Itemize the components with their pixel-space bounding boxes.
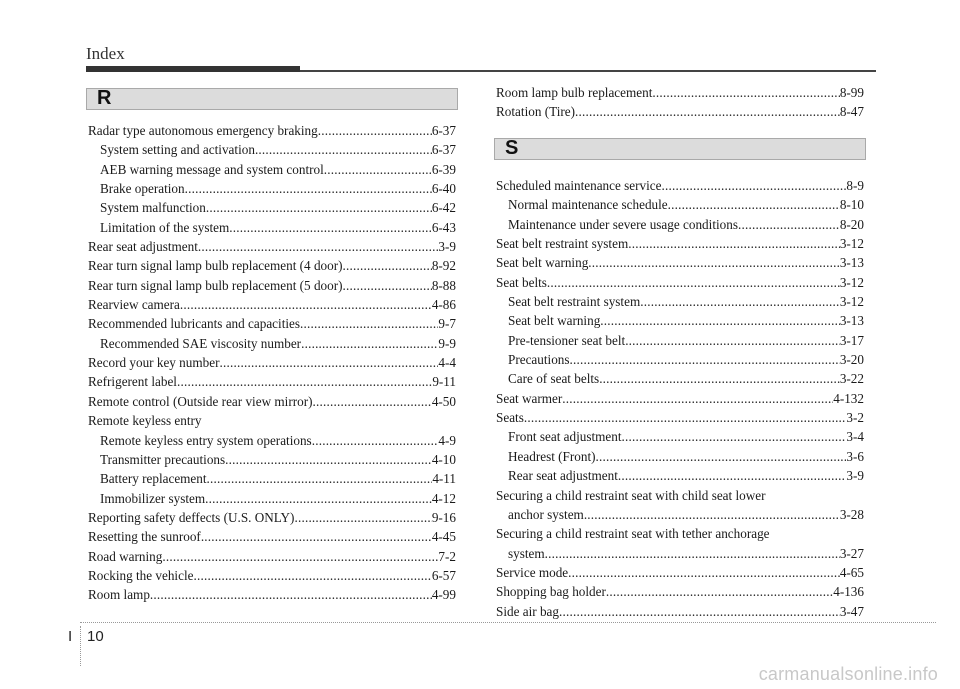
index-entry-leader bbox=[559, 602, 840, 621]
index-entry bbox=[496, 602, 864, 621]
index-entry-leader bbox=[193, 566, 431, 585]
index-entry-page: 6-57 bbox=[431, 567, 456, 583]
index-entry-leader bbox=[343, 276, 432, 295]
index-entry-text: System setting and activation bbox=[100, 142, 255, 158]
index-entry-page: 9-9 bbox=[438, 335, 456, 351]
index-entry-text: anchor system bbox=[508, 506, 584, 522]
index-entry-text: Front seat adjustment bbox=[508, 429, 622, 445]
index-entry-page: 3-12 bbox=[839, 294, 864, 310]
index-entry bbox=[496, 408, 864, 427]
index-entry-leader bbox=[343, 256, 432, 275]
index-entry-leader bbox=[207, 469, 433, 488]
index-entry-leader bbox=[596, 447, 847, 466]
index-entry-text: Remote keyless entry bbox=[88, 413, 202, 429]
index-entry-page: 8-9 bbox=[846, 178, 864, 193]
index-entry-page: 6-42 bbox=[431, 200, 456, 216]
index-entry-text: Recommended lubricants and capacities bbox=[88, 316, 301, 332]
index-entry-text: Securing a child restraint seat with child seat lower bbox=[496, 487, 766, 503]
index-entry-leader bbox=[255, 140, 432, 159]
index-entry bbox=[88, 585, 456, 604]
index-entry-page: 8-47 bbox=[839, 104, 864, 120]
index-entry-leader bbox=[628, 234, 840, 253]
index-entry-text: Side air bag bbox=[496, 603, 559, 619]
index-entry-leader bbox=[640, 292, 840, 311]
index-entry-text: Seat belt warning bbox=[496, 255, 589, 271]
index-entry bbox=[88, 431, 456, 450]
index-entry bbox=[88, 256, 456, 275]
index-entry bbox=[496, 524, 864, 543]
index-entry-leader bbox=[547, 273, 840, 292]
index-entry-text: Service mode bbox=[496, 564, 569, 580]
index-entry-leader bbox=[652, 83, 839, 102]
index-entry-page: 8-92 bbox=[431, 258, 456, 274]
index-entry bbox=[88, 179, 456, 198]
index-entry-leader bbox=[206, 198, 432, 217]
index-entry-text: Securing a child restraint seat with tether anchorage bbox=[496, 526, 770, 542]
index-entry-text: Limitation of the system bbox=[100, 219, 230, 235]
index-entry bbox=[496, 466, 864, 485]
index-entry-leader bbox=[301, 334, 438, 353]
index-entry-leader bbox=[584, 505, 840, 524]
index-entry bbox=[496, 234, 864, 253]
index-entry-text: Rear turn signal lamp bulb replacement (4 door) bbox=[88, 258, 343, 274]
section-header-s bbox=[494, 138, 866, 160]
index-entry-text: Pre-tensioner seat belt bbox=[508, 332, 626, 348]
index-entry-page: 4-136 bbox=[833, 584, 864, 600]
index-entry-text: Scheduled maintenance service bbox=[496, 178, 662, 193]
page-header-title: Index bbox=[86, 44, 125, 63]
footer-page-number: 10 bbox=[87, 628, 104, 645]
index-entry-text: Remote control (Outside rear view mirror) bbox=[88, 393, 313, 409]
index-entry-text: Battery replacement bbox=[100, 471, 207, 487]
footer-section-label: I bbox=[68, 628, 73, 645]
index-entry-text: Transmitter precautions bbox=[100, 451, 226, 467]
watermark-text: carmanualsonline.info bbox=[758, 664, 938, 684]
index-entry bbox=[496, 427, 864, 446]
index-list-r-continued bbox=[496, 83, 864, 122]
index-entry-text: system bbox=[508, 545, 545, 561]
index-entry bbox=[88, 392, 456, 411]
index-entry-leader bbox=[300, 314, 438, 333]
index-entry bbox=[88, 140, 456, 159]
index-entry-text: Resetting the sunroof bbox=[88, 529, 201, 545]
index-entry-text: Seat belts bbox=[496, 274, 547, 290]
index-entry bbox=[496, 273, 864, 292]
index-entry-page: 3-2 bbox=[846, 410, 864, 426]
index-entry-leader bbox=[618, 466, 847, 485]
index-entry-text: Rearview camera bbox=[88, 297, 180, 313]
index-entry-page: 4-45 bbox=[431, 529, 456, 545]
index-entry bbox=[496, 486, 864, 505]
index-entry-text: Seat belt warning bbox=[508, 313, 601, 329]
index-entry-text: Headrest (Front) bbox=[508, 448, 596, 464]
section-letter-r: R bbox=[97, 87, 112, 109]
index-entry-text: Rear seat adjustment bbox=[508, 468, 618, 484]
index-entry-page: 3-20 bbox=[839, 352, 864, 368]
index-entry-page: 4-99 bbox=[431, 587, 456, 603]
index-entry-page: 7-2 bbox=[438, 548, 456, 564]
index-entry-leader bbox=[600, 311, 840, 330]
index-entry-leader bbox=[318, 121, 432, 140]
index-entry-text: Seat belt restraint system bbox=[508, 294, 641, 310]
index-entry-leader bbox=[162, 547, 438, 566]
index-entry bbox=[88, 198, 456, 217]
index-entry-page: 6-40 bbox=[431, 181, 456, 197]
index-entry-page: 8-10 bbox=[839, 197, 864, 213]
index-entry-page: 4-132 bbox=[833, 390, 864, 406]
index-entry-text: Road warning bbox=[88, 548, 163, 564]
index-entry-leader bbox=[324, 160, 432, 179]
index-entry-page: 3-12 bbox=[839, 236, 864, 252]
index-entry-text: Seat belt restraint system bbox=[496, 236, 629, 252]
index-entry-page: 4-11 bbox=[432, 471, 456, 487]
index-entry-leader bbox=[205, 489, 432, 508]
index-entry bbox=[88, 508, 456, 527]
index-entry-page: 6-37 bbox=[431, 123, 456, 138]
index-entry-leader bbox=[229, 218, 432, 237]
index-entry-leader bbox=[545, 544, 840, 563]
index-entry-text: Precautions bbox=[508, 352, 570, 368]
index-entry-text: Recommended SAE viscosity number bbox=[100, 335, 302, 351]
index-entry bbox=[88, 469, 456, 488]
index-entry bbox=[496, 292, 864, 311]
index-entry-text: Rear turn signal lamp bulb replacement (5 door) bbox=[88, 277, 343, 293]
index-entry-text: AEB warning message and system control bbox=[100, 161, 324, 177]
index-entry bbox=[496, 369, 864, 388]
index-entry-text: Refrigerent label bbox=[88, 374, 177, 390]
footer-divider bbox=[80, 626, 81, 666]
index-entry-leader bbox=[668, 195, 840, 214]
index-entry-leader bbox=[180, 295, 432, 314]
index-entry-page: 3-13 bbox=[839, 255, 864, 271]
index-entry-text: Remote keyless entry system operations bbox=[100, 432, 312, 448]
index-entry-leader bbox=[150, 585, 432, 604]
index-entry bbox=[496, 447, 864, 466]
index-entry-leader bbox=[312, 431, 439, 450]
index-entry-page: 3-27 bbox=[839, 545, 864, 561]
index-entry-leader bbox=[599, 369, 840, 388]
index-entry-page: 6-37 bbox=[431, 142, 456, 158]
index-entry-text: Rocking the vehicle bbox=[88, 567, 194, 583]
index-entry-text: Rotation (Tire) bbox=[496, 104, 576, 120]
index-entry-page: 3-28 bbox=[839, 506, 864, 522]
index-entry-leader bbox=[575, 102, 840, 121]
index-entry bbox=[496, 311, 864, 330]
index-entry-page: 4-10 bbox=[431, 451, 456, 467]
index-entry-page: 4-65 bbox=[839, 564, 864, 580]
index-entry-text: Care of seat belts bbox=[508, 371, 600, 387]
index-entry-leader bbox=[606, 582, 833, 601]
index-entry bbox=[88, 334, 456, 353]
index-entry-text: Room lamp bulb replacement bbox=[496, 85, 653, 100]
index-entry-page: 8-20 bbox=[839, 216, 864, 232]
index-entry bbox=[88, 121, 456, 140]
index-entry-text: Maintenance under severe usage conditions bbox=[508, 216, 738, 232]
index-entry-text: Rear seat adjustment bbox=[88, 239, 198, 255]
index-entry-leader bbox=[524, 408, 847, 427]
index-entry bbox=[88, 411, 456, 430]
index-entry bbox=[88, 527, 456, 546]
index-entry-page: 3-9 bbox=[438, 239, 456, 255]
index-entry-page: 3-47 bbox=[839, 603, 864, 619]
index-entry-page: 3-4 bbox=[846, 429, 864, 445]
index-entry bbox=[496, 350, 864, 369]
index-entry bbox=[496, 389, 864, 408]
index-entry bbox=[88, 218, 456, 237]
index-entry-text: Normal maintenance schedule bbox=[508, 197, 668, 213]
index-entry-page: 3-22 bbox=[839, 371, 864, 387]
index-entry-leader bbox=[312, 392, 431, 411]
index-entry bbox=[496, 215, 864, 234]
footer-rule bbox=[80, 622, 936, 623]
index-entry bbox=[496, 176, 864, 195]
index-entry-page: 3-6 bbox=[846, 448, 864, 464]
index-entry bbox=[88, 314, 456, 333]
index-entry-page: 3-13 bbox=[839, 313, 864, 329]
index-entry-page: 3-17 bbox=[839, 332, 864, 348]
index-entry-page: 8-99 bbox=[839, 85, 864, 100]
index-entry-leader bbox=[177, 372, 432, 391]
index-entry-text: Record your key number bbox=[88, 355, 220, 371]
index-entry-text: Immobilizer system bbox=[100, 490, 206, 506]
index-entry bbox=[496, 195, 864, 214]
index-entry bbox=[496, 544, 864, 563]
index-entry-leader bbox=[588, 253, 840, 272]
index-entry-text: Reporting safety deffects (U.S. ONLY) bbox=[88, 509, 295, 525]
index-list-s bbox=[496, 176, 864, 621]
index-entry-leader bbox=[662, 176, 847, 195]
index-entry-leader bbox=[625, 331, 840, 350]
index-entry-page: 4-12 bbox=[431, 490, 456, 506]
index-entry-text: Shopping bag holder bbox=[496, 584, 606, 600]
index-entry-text: Seat warmer bbox=[496, 390, 563, 406]
index-list-r bbox=[88, 121, 456, 605]
index-entry-leader bbox=[225, 450, 432, 469]
section-letter-s: S bbox=[505, 137, 519, 159]
header-rule-accent bbox=[86, 66, 300, 72]
index-entry-leader bbox=[738, 215, 840, 234]
index-entry-page: 6-39 bbox=[431, 161, 456, 177]
index-entry-page: 4-50 bbox=[431, 393, 456, 409]
index-entry bbox=[88, 237, 456, 256]
index-entry-page: 4-9 bbox=[438, 432, 456, 448]
index-entry-page: 4-86 bbox=[431, 297, 456, 313]
index-entry bbox=[88, 547, 456, 566]
index-entry-leader bbox=[219, 353, 438, 372]
index-entry bbox=[496, 253, 864, 272]
index-entry-leader bbox=[198, 237, 439, 256]
index-entry bbox=[88, 372, 456, 391]
index-entry bbox=[88, 450, 456, 469]
index-entry-text: System malfunction bbox=[100, 200, 206, 216]
index-entry bbox=[496, 331, 864, 350]
index-entry-page: 3-9 bbox=[846, 468, 864, 484]
index-entry bbox=[88, 276, 456, 295]
section-header-r bbox=[86, 88, 458, 110]
index-entry-page: 4-4 bbox=[438, 355, 456, 371]
index-entry-page: 6-43 bbox=[431, 219, 456, 235]
index-entry bbox=[496, 563, 864, 582]
index-entry-page: 9-16 bbox=[431, 509, 456, 525]
index-entry bbox=[496, 102, 864, 121]
index-entry-leader bbox=[294, 508, 431, 527]
index-entry-text: Seats bbox=[496, 410, 524, 426]
index-entry-leader bbox=[570, 350, 840, 369]
index-entry-leader bbox=[185, 179, 432, 198]
index-entry-text: Brake operation bbox=[100, 181, 185, 197]
index-entry-text: Radar type autonomous emergency braking bbox=[88, 123, 318, 138]
index-entry-page: 3-12 bbox=[839, 274, 864, 290]
index-entry bbox=[88, 160, 456, 179]
index-entry-leader bbox=[568, 563, 840, 582]
index-entry-page: 9-11 bbox=[432, 374, 456, 390]
index-entry bbox=[496, 83, 864, 102]
index-entry-page: 9-7 bbox=[438, 316, 456, 332]
index-entry-page: 8-88 bbox=[431, 277, 456, 293]
index-entry-leader bbox=[562, 389, 833, 408]
index-entry bbox=[496, 505, 864, 524]
index-entry bbox=[88, 295, 456, 314]
index-entry bbox=[496, 582, 864, 601]
index-entry-text: Room lamp bbox=[88, 587, 150, 603]
index-entry bbox=[88, 489, 456, 508]
index-entry bbox=[88, 566, 456, 585]
index-entry-leader bbox=[622, 427, 847, 446]
index-entry-leader bbox=[201, 527, 432, 546]
index-entry bbox=[88, 353, 456, 372]
